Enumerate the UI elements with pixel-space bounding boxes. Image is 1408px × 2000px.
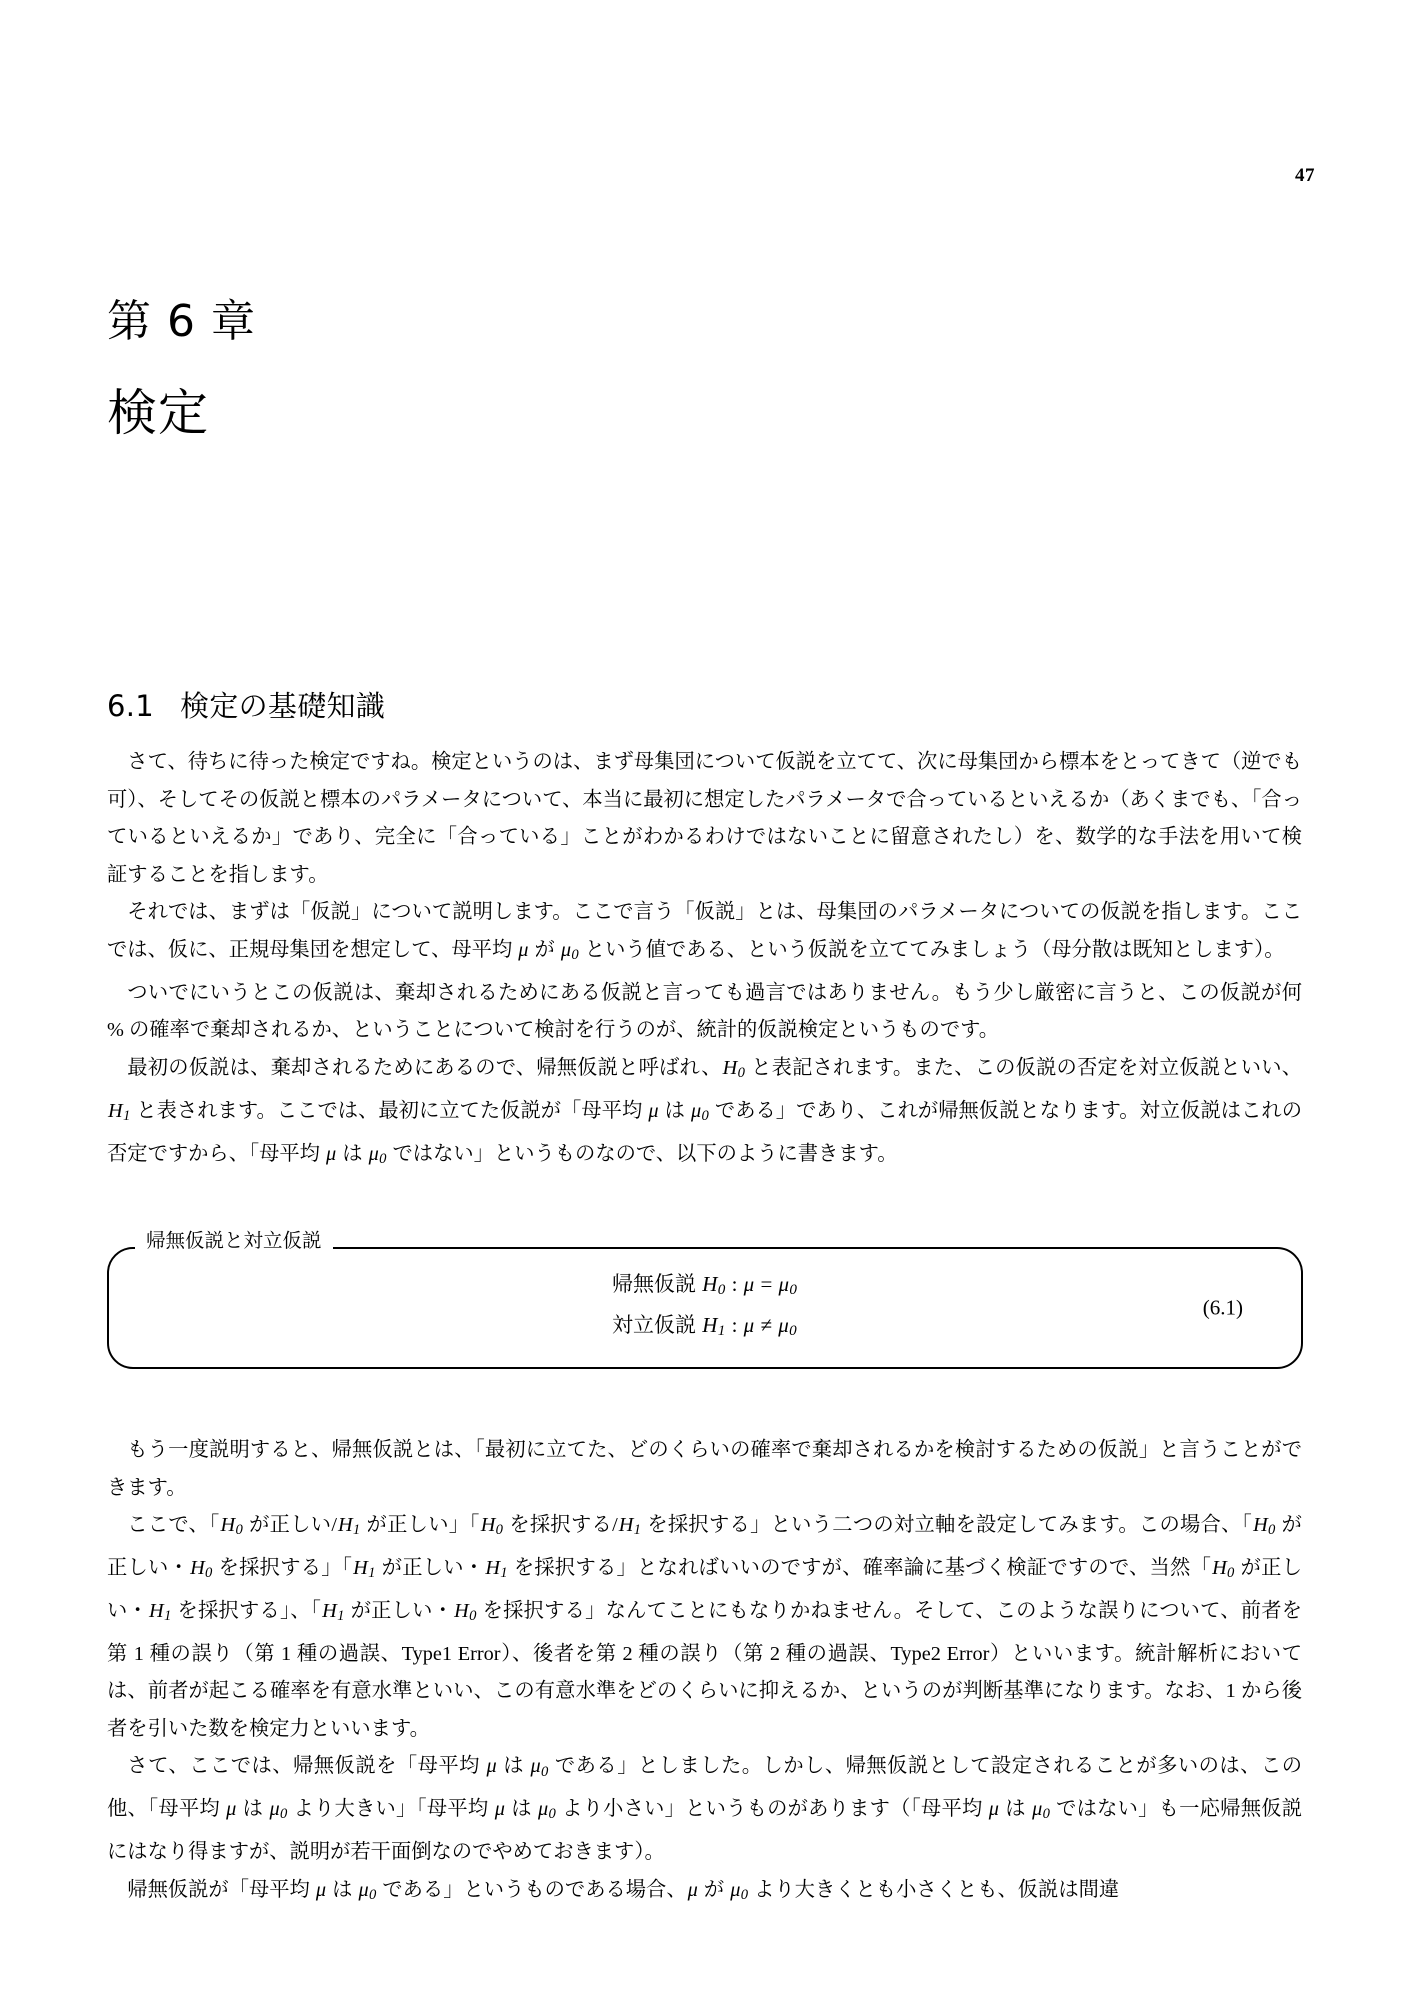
equation-lines [612, 1267, 798, 1350]
body-text-lower [107, 1432, 1302, 1914]
equation-number: (6.1) [1202, 1295, 1243, 1320]
chapter-title: 検定 [107, 384, 209, 442]
section-title: 検定の基礎知識 [180, 689, 386, 723]
page-number: 47 [1295, 165, 1315, 186]
equation-box-wrapper [107, 1231, 1303, 1369]
paragraph-intro: さて、待ちに待った検定ですね。検定というのは、まず母集団について仮説を立てて、次に母集団から標本をとってきて（逆でも可）、そしてその仮説と標本のパラメータについて、本当に最初に想定したパラメータで合っているといえるか（あくまでも、「合っているといえるか」であり、完全に「合っている」ことがわかるわけではないことに留意されたし）を、数学的な手法を用いて検証することを指します。 [107, 751, 1302, 886]
section-heading [107, 684, 385, 725]
section-number: 6.1 [107, 689, 155, 723]
paragraph-restatement: もう一度説明すると、帰無仮説とは、「最初に立てた、どのくらいの確率で棄却されるかを検討するための仮説」と言うことができます。 [107, 1439, 1302, 1499]
equation-line-null: 帰無仮説 $H_0$ : $\mu = \mu_0$ [612, 1271, 797, 1298]
body-text-upper [107, 744, 1302, 1178]
paragraph-other-null-hypotheses: さて、ここでは、帰無仮説を「母平均 μ は $\mu_0$ である」としました。しかし、帰無仮説として設定されることが多いのは、この他、「母平均 μ は $\mu_0$ より大きい」「母平均 μ は $\mu_0$ より小さい」というものがあります（「母平均 μ は $\mu_0$ ではない」も一応帰無仮説にはなり得ますが、説明が若干面倒なのでやめておきます）。 [107, 1755, 1302, 1863]
paragraph-null-alternative: 最初の仮説は、棄却されるためにあるので、帰無仮説と呼ばれ、$H_0$ と表記されます。また、この仮説の否定を対立仮説といい、$H_1$ と表されます。ここでは、最初に立てた仮説が「母平均 μ は $\mu_0$ である」であり、これが帰無仮説となります。対立仮説はこれの否定ですから、「母平均 μ は $\mu_0$ ではない」というものなので、以下のように書きます。 [107, 1056, 1302, 1167]
equation-line-alternative: 対立仮説 $H_1$ : $\mu \ne \mu_0$ [612, 1313, 797, 1340]
equation-box-body [109, 1249, 1301, 1367]
chapter-heading-block [107, 296, 1307, 442]
paragraph-rejection: ついでにいうとこの仮説は、棄却されるためにある仮説と言っても過言ではありません。もう少し厳密に言うと、この仮説が何 % の確率で棄却されるか、ということについて検討を行うのが、統計的仮説検定というものです。 [107, 981, 1302, 1042]
paragraph-error-types: ここで、「$H_0$ が正しい$/H_1$ が正しい」「$H_0$ を採択する$/H_1$ を採択する」という二つの対立軸を設定してみます。この場合、「$H_0$ が正しい・$H_0$ を採択する」「$H_1$ が正しい・$H_1$ を採択する」となればいいのですが、確率論に基づく検証ですので、当然「$H_0$ が正しい・$H_1$ を採択する」、「$H_1$ が正しい・$H_0$ を採択する」なんてことにもなりかねません。そして、このような誤りについて、前者を第 1 種の誤り（第 1 種の過誤、Type1 Error）、後者を第 2 種の誤り（第 2 種の過誤、Type2 Error）といいます。統計解析においては、前者が起こる確率を有意水準といい、この有意水準をどのくらいに抑えるか、というのが判断基準になります。なお、1 から後者を引いた数を検定力といいます。 [107, 1514, 1302, 1740]
chapter-number: 第 6 章 [107, 296, 256, 347]
paragraph-final-truncated: 帰無仮説が「母平均 μ は $\mu_0$ である」というものである場合、μ が $\mu_0$ より大きくとも小さくとも、仮説は間違 [127, 1878, 1120, 1903]
equation-box [107, 1231, 1303, 1369]
equation-box-title: 帰無仮説と対立仮説 [135, 1232, 333, 1252]
paragraph-hypothesis-definition: それでは、まずは「仮説」について説明します。ここで言う「仮説」とは、母集団のパラメータについての仮説を指します。ここでは、仮に、正規母集団を想定して、母平均 μ が $\mu_0$ という値である、という仮説を立ててみましょう（母分散は既知とします）。 [107, 901, 1302, 964]
